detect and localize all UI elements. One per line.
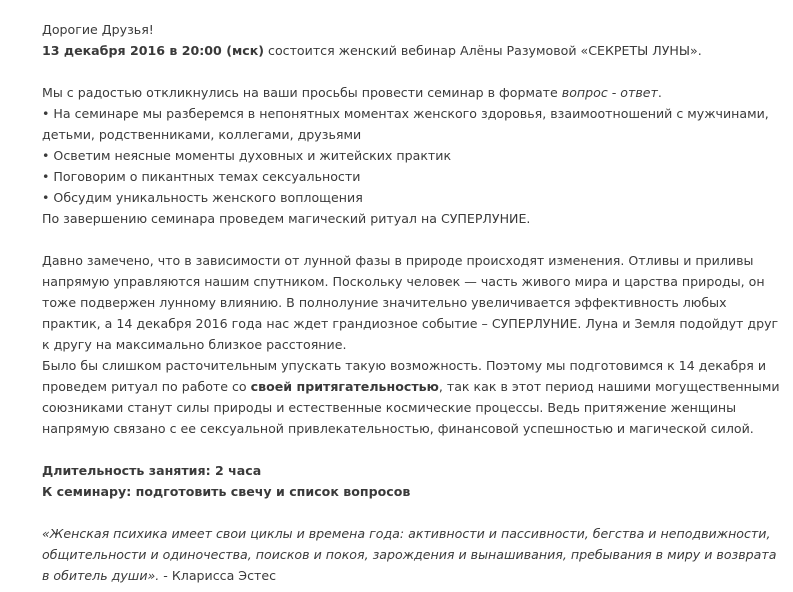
greeting: Дорогие Друзья! [42,22,154,37]
bullet-item: • Осветим неясные моменты духовных и житейских практик [42,148,452,163]
announcement [42,40,782,61]
preparation-paragraph [42,355,782,439]
intro-paragraph [42,82,782,103]
intro-format: вопрос - ответ [561,85,658,100]
preparation-text-1: Было бы слишком расточительным упускать такую возможность. Поэтому мы подготовимся к 14 декабря и проведем ритуал по работе со [42,358,767,394]
quote-author: - Кларисса Эстес [159,568,277,583]
event-date: 13 декабря 2016 в 20:00 (мск) [42,43,265,58]
bullet-item: • Обсудим уникальность женского воплощения [42,190,363,205]
moon-paragraph: Давно замечено, что в зависимости от лунной фазы в природе происходят изменения. Отливы и приливы напрямую управляются нашим спутником. Поскольку человек — часть живого мира и царства природы, он тоже подвержен лунному влиянию. В полнолуние значительно увеличивается эффективность любых практик, а 14 декабря 2016 года нас ждет грандиозное событие – СУПЕРЛУНИЕ. Луна и Земля подойдут друг к другу на максимально близкое расстояние. [42,253,779,352]
quote-text: «Женская психика имеет свои циклы и времена года: активности и пассивности, бегства и неподвижности, общительности и одиночества, поисков и покоя, зарождения и вынашивания, пребывания в миру и возврата в обитель души». [42,526,777,583]
duration [42,460,782,481]
preparation-text-2: , так как в этот период нашими могущественными союзниками станут силы природы и естественные космические процессы. Ведь притяжение женщины напрямую связано с ее сексуальной привлекательностью, финансовой успешностью и магической силой. [42,379,780,436]
quote-block [42,523,782,586]
bullet-item: • Поговорим о пикантных темах сексуальности [42,169,361,184]
bullet-item: • На семинаре мы разберемся в непонятных моментах женского здоровья, взаимоотношений с мужчинами, детьми, родственниками, коллегами, друзьями [42,106,769,142]
prepare-note [42,481,782,502]
article-body [42,19,782,586]
duration-text: Длительность занятия: 2 часа [42,463,262,478]
intro-end: . [657,85,662,100]
intro-text: Мы с радостью откликнулись на ваши просьбы провести семинар в формате [42,85,562,100]
ritual-text: По завершению семинара проведем магический ритуал на СУПЕРЛУНИЕ. [42,211,531,226]
spacer [42,502,782,523]
prepare-text: К семинару: подготовить свечу и список вопросов [42,484,411,499]
announcement-text: состоится женский вебинар Алёны Разумовой «СЕКРЕТЫ ЛУНЫ». [264,43,702,58]
spacer [42,61,782,82]
spacer [42,439,782,460]
spacer [42,229,782,250]
attraction-bold: своей притягательностью [250,379,439,394]
